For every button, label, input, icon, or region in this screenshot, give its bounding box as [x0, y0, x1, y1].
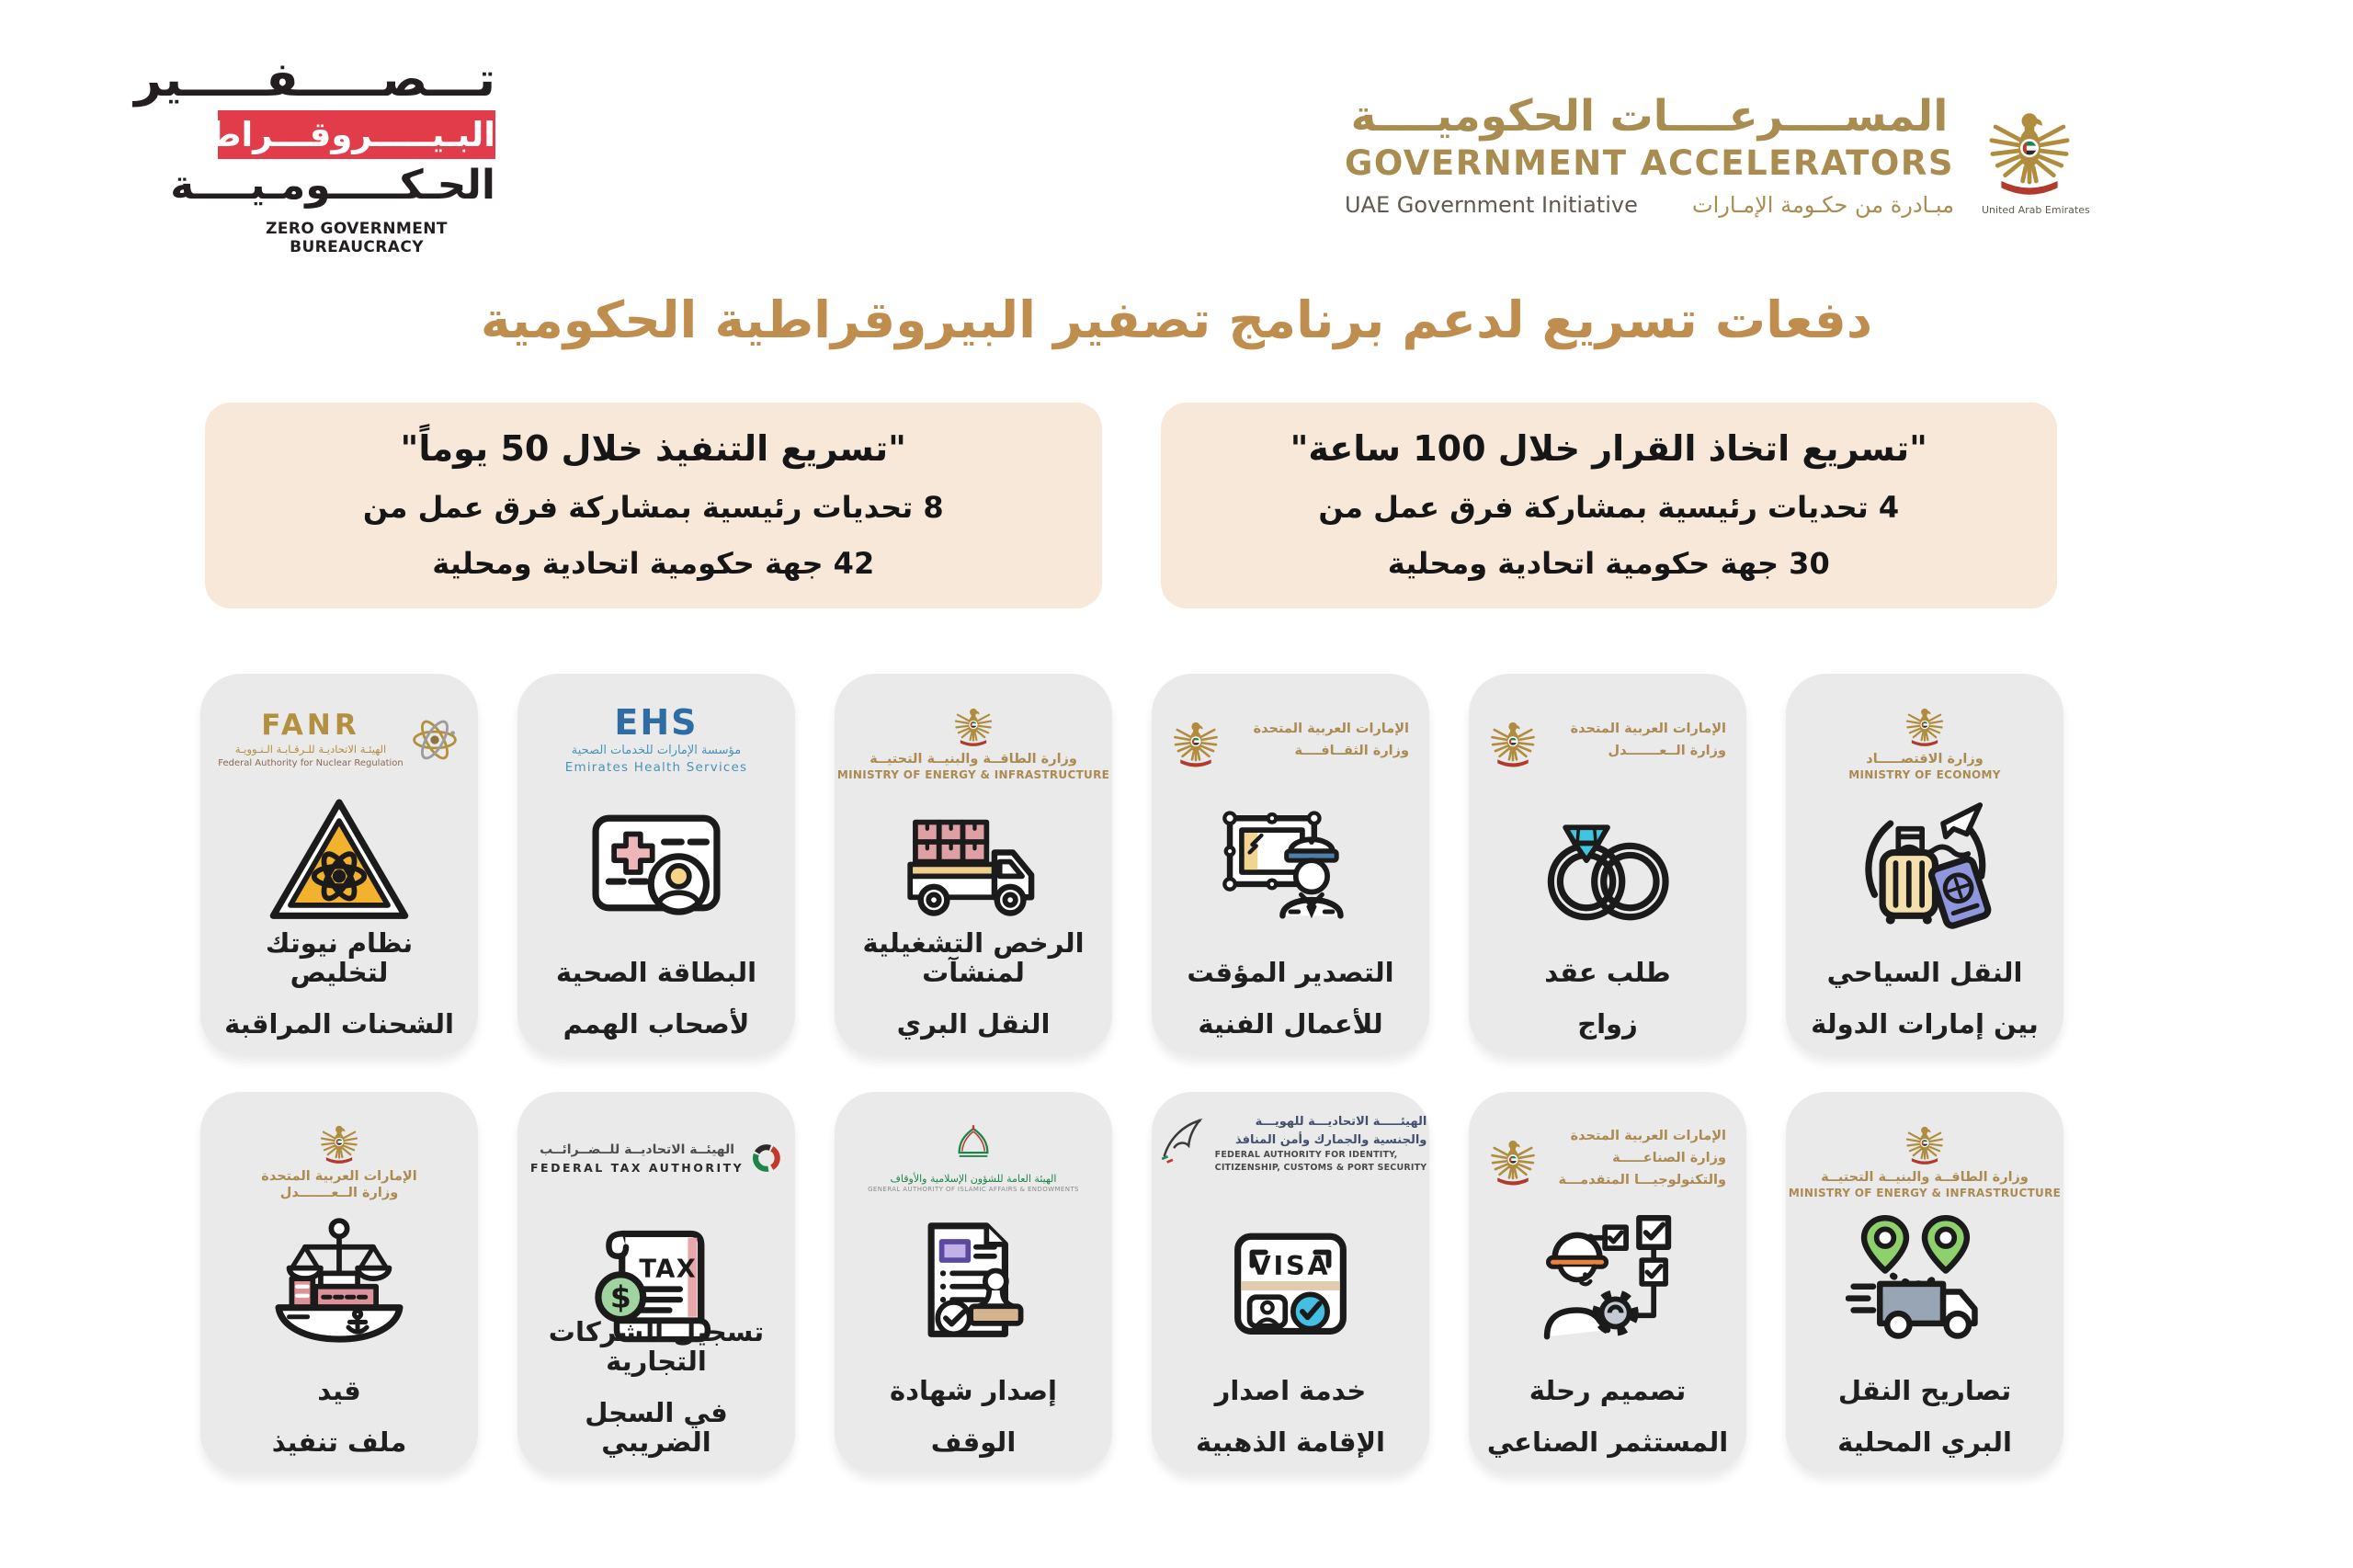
artwork-officer-icon [1211, 784, 1370, 942]
service-icon-area [1799, 1202, 2051, 1360]
service-label-line: التصدير المؤقت [1187, 957, 1394, 989]
entity-logo [1788, 1114, 2062, 1202]
service-label [272, 1360, 407, 1461]
uae-emblem-caption: United Arab Emirates [1982, 204, 2090, 216]
entity-name-line: وزارة الاقتصـــــاد [1866, 752, 1984, 767]
zgb-arabic-line2-red: البـيـــــروقـــراطـيـــة [218, 110, 495, 160]
entity-logo [530, 696, 782, 784]
service-label-line: في السجل الضريبي [585, 1397, 728, 1459]
ga-initiative-row [1345, 192, 1954, 218]
service-icon-area [1799, 784, 2051, 942]
service-label-line: النقل البري [896, 1008, 1051, 1040]
page-title: دفعات تسريع لدعم برنامج تصفير البيروقراطية الحكومية [480, 290, 1873, 349]
entity-logo [213, 696, 465, 784]
awqaf-dome-icon [952, 1124, 995, 1170]
stat-line: 4 تحديات رئيسية بمشاركة فرق عمل من [1318, 490, 1900, 525]
entity-name-lines [261, 1169, 416, 1200]
uae-emblem [1904, 1117, 1945, 1166]
investor-journey-icon [1529, 1202, 1687, 1360]
service-label [530, 1316, 782, 1461]
entity-name-line: والجنسية والجمارك وأمن المنافذ [1234, 1132, 1427, 1147]
service-label-line: طلب عقد [1544, 957, 1671, 989]
card-moiat-investor-journey [1469, 1092, 1746, 1473]
local-transport-icon [1846, 1202, 2004, 1360]
card-fanr-nuctech [200, 674, 478, 1055]
service-label-line: للأعمال الفنية [1198, 1008, 1383, 1040]
service-label-line: نظام نيوتك لتخليص [265, 927, 414, 989]
entity-name-line: الهيئة العامة للشؤون الإسلامية والأوقاف [890, 1172, 1057, 1185]
service-label-line: الشحنات المراقبة [224, 1008, 454, 1040]
entity-name-line: الهيئـة الاتحاديـة للـرقـابـة الـنـوويـة [234, 743, 387, 756]
entity-name-lines [1789, 1170, 2061, 1199]
entity-logo [1482, 1114, 1733, 1202]
entity-logo [1482, 696, 1733, 784]
uae-emblem-icon [1985, 92, 2074, 199]
fanr-atom-icon [409, 714, 460, 766]
icp-falcon-icon [1154, 1114, 1208, 1167]
service-icon-area [213, 784, 465, 942]
entity-name-line: وزارة الــعـــــــدل [279, 1186, 399, 1200]
uae-emblem [319, 1116, 359, 1165]
entity-name-line: مؤسسة الإمارات للخدمات الصحية [571, 744, 742, 758]
card-ehs-health-card [517, 674, 795, 1055]
service-label-line: خدمة اصدار [1214, 1375, 1367, 1407]
service-label-line: إصدار شهادة [889, 1375, 1057, 1407]
government-accelerators-logo [1344, 91, 2090, 219]
service-label-line: البطاقة الصحية [555, 957, 757, 989]
entity-logo [1799, 696, 2051, 784]
card-moei-local-transport-permits [1786, 1092, 2063, 1473]
stat-headline: "تسريع التنفيذ خلال 50 يوماً" [400, 428, 906, 469]
service-label [890, 1360, 1057, 1461]
zero-bureaucracy-logo [128, 52, 495, 256]
entity-name-line: وزارة الصناعـــــة [1612, 1150, 1726, 1165]
service-label-line: البري المحلية [1837, 1426, 2012, 1459]
service-label [556, 942, 756, 1043]
entity-name-line: الإمارات العربية المتحدة [1253, 721, 1409, 736]
ga-text-block [1345, 92, 1954, 218]
card-awqaf-certificate [835, 1092, 1112, 1473]
ga-arabic-title: المســــرعــــات الحكوميــــة [1350, 91, 1949, 142]
entity-name-line: Emirates Health Services [564, 760, 748, 776]
entity-name-line: MINISTRY OF ENERGY & INFRASTRUCTURE [836, 768, 1110, 781]
entity-name-lines [1548, 1127, 1726, 1190]
service-icon-area [847, 784, 1099, 942]
entity-name-lines [868, 1173, 1079, 1193]
card-economy-tourist-transport [1786, 674, 2063, 1055]
card-justice-execution-file [200, 1092, 478, 1473]
entity-name-line: MINISTRY OF ECONOMY [1848, 768, 2001, 781]
service-icon-area [1165, 784, 1416, 942]
service-label-line: النقل السياحي [1826, 957, 2023, 989]
service-label-line: تصميم رحلة [1529, 1375, 1687, 1407]
entity-name-line: الإمارات العربية المتحدة [1570, 1128, 1726, 1143]
stat-line: 8 تحديات رئيسية بمشاركة فرق عمل من [362, 490, 944, 525]
entity-name-line: الإمارات العربية المتحدة [261, 1169, 417, 1184]
service-label [847, 927, 1099, 1043]
service-label-line: لأصحاب الهمم [563, 1008, 750, 1040]
entity-name-line: MINISTRY OF ENERGY & INFRASTRUCTURE [1788, 1187, 2062, 1199]
entity-name-lines [1231, 720, 1409, 761]
service-label-line: تسجيل الشركات التجارية [548, 1316, 765, 1378]
cards-grid [200, 674, 2063, 1473]
entity-logo [836, 696, 1110, 784]
service-label-line: بين إمارات الدولة [1811, 1008, 2039, 1040]
ga-english-title: GOVERNMENT ACCELERATORS [1344, 143, 1954, 184]
service-label-line: المستثمر الصناعي [1486, 1426, 1729, 1459]
card-icp-golden-residence [1152, 1092, 1429, 1473]
entity-logo [1165, 1114, 1427, 1202]
entity-name-line: CITIZENSHIP, CUSTOMS & PORT SECURITY [1214, 1163, 1427, 1174]
card-justice-marriage-contract [1469, 674, 1746, 1055]
entity-name-line: وزارة الثقــافــــة [1294, 744, 1409, 758]
health-card-icon [577, 784, 735, 942]
card-moei-operational-licenses [835, 674, 1112, 1055]
service-icon-area [1482, 784, 1733, 942]
ga-initiative-arabic: مبـادرة من حكـومة الإمـارات [1692, 192, 1954, 219]
service-label-line: ملف تنفيذ [271, 1426, 407, 1459]
zgb-arabic-line3: الحـكـــــومـيــــة [170, 162, 495, 210]
service-icon-area [1482, 1202, 1733, 1360]
entity-name-line: GENERAL AUTHORITY OF ISLAMIC AFFAIRS & ENDOWMENTS [868, 1185, 1079, 1193]
entity-name-lines [530, 1142, 744, 1175]
justice-ship-icon [260, 1202, 418, 1360]
service-label-line: تصاريح النقل [1837, 1375, 2012, 1407]
fta-circle-icon [751, 1133, 782, 1183]
zgb-english-subtitle: ZERO GOVERNMENT BUREAUCRACY [266, 219, 448, 256]
service-label [213, 927, 465, 1043]
golden-visa-icon [1211, 1202, 1370, 1360]
nuclear-warning-icon [260, 784, 418, 942]
entity-name-line: FEDERAL TAX AUTHORITY [530, 1160, 745, 1175]
entity-name-line: FEDERAL AUTHORITY FOR IDENTITY, [1214, 1150, 1398, 1161]
card-fta-tax-register [517, 1092, 795, 1473]
service-label [1837, 1360, 2012, 1461]
service-label-line: الوقف [930, 1426, 1017, 1459]
entity-name-lines [1215, 1114, 1427, 1175]
service-label [1187, 942, 1393, 1043]
entity-name-line: الإمارات العربية المتحدة [1570, 721, 1726, 736]
entity-name-lines [837, 752, 1109, 781]
stat-line: 42 جهة حكومية اتحادية ومحلية [432, 546, 875, 581]
entity-name-line: وزارة الــعـــــــدل [1608, 744, 1726, 758]
entity-name-lines [218, 711, 404, 768]
service-icon-area [847, 1202, 1099, 1360]
stat-boxes [205, 403, 2057, 608]
stat-box-execution-50-days [205, 403, 1102, 608]
entity-name-lines [564, 701, 748, 776]
service-label [1196, 1360, 1385, 1461]
cargo-truck-icon [894, 784, 1052, 942]
tourism-travel-icon [1846, 784, 2004, 942]
waqf-certificate-icon [894, 1202, 1052, 1360]
entity-name-line: وزارة الطاقــة والبنيــة التحتيــة [1821, 1170, 2029, 1185]
entity-name-lines [1548, 720, 1726, 761]
ga-initiative-english: UAE Government Initiative [1344, 192, 1638, 219]
entity-name-line: وزارة الطاقــة والبنيــة التحتيــة [870, 752, 1077, 767]
service-label [1487, 1360, 1728, 1461]
service-icon-area [1165, 1202, 1416, 1360]
entity-logo [847, 1114, 1099, 1202]
service-label-line: زواج [1577, 1008, 1638, 1040]
wedding-rings-icon [1529, 784, 1687, 942]
uae-emblem [1489, 710, 1537, 769]
stat-headline: "تسريع اتخاذ القرار خلال 100 ساعة" [1290, 428, 1927, 469]
stat-line: 30 جهة حكومية اتحادية ومحلية [1387, 546, 1830, 581]
stat-box-decision-100-hours [1161, 403, 2058, 608]
entity-logo [1165, 696, 1416, 784]
entity-name-line: FANR [261, 709, 360, 742]
uae-falcon-emblem [1982, 92, 2090, 216]
service-label [1544, 942, 1670, 1043]
entity-name-line: Federal Authority for Nuclear Regulation [218, 758, 404, 768]
service-icon-area [530, 784, 782, 942]
service-label-line: قيد [317, 1375, 361, 1407]
uae-emblem [1172, 710, 1220, 769]
entity-name-line: والتكنولوجيـــا المتقدمـــة [1558, 1173, 1726, 1188]
service-icon-area [213, 1202, 465, 1360]
uae-emblem [1489, 1129, 1537, 1187]
entity-name-line: EHS [614, 701, 699, 743]
card-culture-temporary-export [1152, 674, 1429, 1055]
service-label-line: الإقامة الذهبية [1195, 1426, 1385, 1459]
uae-emblem [1904, 699, 1945, 748]
service-label-line: الرخص التشغيلية لمنشآت [862, 927, 1085, 989]
entity-name-line: الهيئـــــة الاتحاديـــة للهويـــة [1255, 1115, 1427, 1129]
entity-name-line: الهيئــة الاتحاديــة للــضــرائــب [540, 1142, 735, 1157]
uae-emblem [953, 699, 994, 748]
service-label [1811, 942, 2039, 1043]
entity-logo [530, 1114, 782, 1202]
entity-logo [213, 1114, 465, 1202]
entity-name-lines [1848, 752, 2001, 781]
zgb-arabic-line1: تـــصـــــفـــــير [134, 52, 495, 108]
